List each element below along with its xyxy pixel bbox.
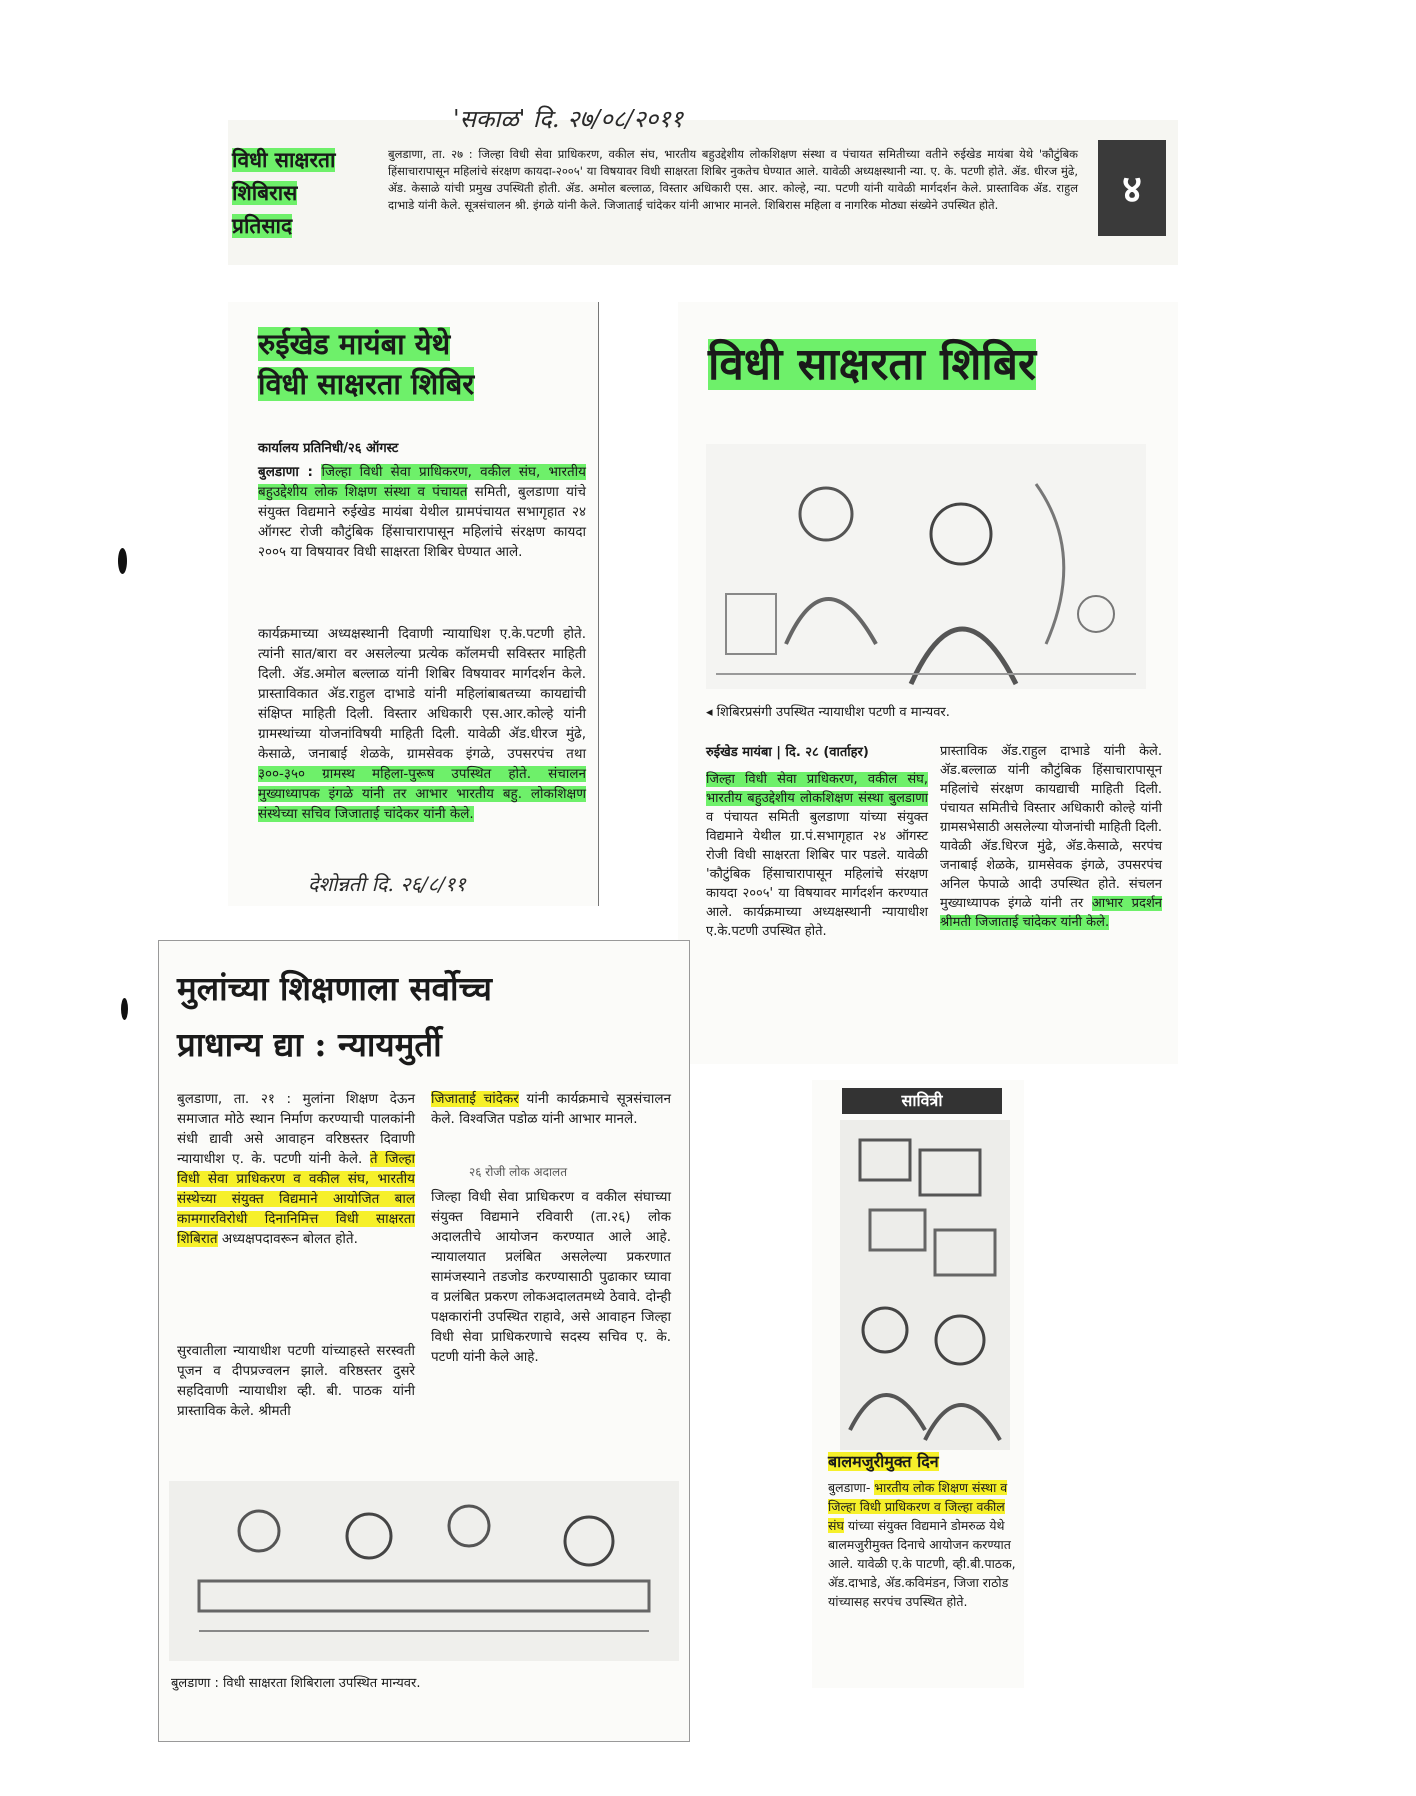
col1-highlight: जिल्हा विधी सेवा प्राधिकरण, वकील संघ, भारतीय बहुउद्देशीय लोकशिक्षण संस्था बुलडाणा bbox=[706, 772, 928, 806]
body-highlight-1: जिल्हा विधी सेवा प्राधिकरण, वकील संघ, भारतीय बहुउद्देशीय लोक शिक्षण संस्था व पंचायत bbox=[258, 464, 586, 500]
vidhi-dateline: रुईखेड मायंबा | दि. २८ (वार्ताहर) bbox=[706, 745, 869, 760]
education-subhead: २६ रोजी लोक अदालत bbox=[469, 1165, 568, 1179]
col1-text-b: अध्यक्षपदावरून बोलत होते. bbox=[217, 1231, 358, 1247]
side-headline-line-2: शिबिरास bbox=[232, 181, 298, 205]
col1-highlight: ते जिल्हा विधी सेवा प्राधिकरण व वकील संघ, भारतीय संस्थेच्या संयुक्त विद्यमाने आयोजित बाल कामगारविरोधी दिनानिमित्त विधी साक्षरता शिबिरात bbox=[177, 1151, 416, 1247]
balmajuri-body-highlight: भारतीय लोक शिक्षण संस्था व जिल्हा विधी प्राधिकरण व जिल्हा वकील संघ bbox=[828, 1480, 1008, 1533]
education-headline bbox=[177, 961, 492, 1073]
side-headline-line-1: विधी साक्षरता bbox=[232, 148, 336, 172]
education-body-col-2-para-2: जिल्हा विधी सेवा प्राधिकरण व वकील संघाच्या संयुक्त विद्यमाने रविवारी (ता.२६) लोक अदालतीचे आयोजन करण्यात आले आहे. न्यायालयात प्रलंबित असलेल्या प्रकरणात सामंजस्याने तडजोड करण्यासाठी पुढाकार घ्यावा व प्रलंबित प्रकरण लोकअदालतमध्ये ठेवावे. दोन्ही पक्षकारांनी उपस्थित राहावे, असे आवाहन जिल्हा विधी सेवा प्राधिकरणाचे सदस्य सचिव ए. के. पटणी यांनी केले आहे. bbox=[431, 1189, 671, 1365]
balmajuri-body-text: यांच्या संयुक्त विद्यमाने डोमरुळ येथे बालमजुरीमुक्त दिनाचे आयोजन करण्यात आले. यावेळी ए.के पाटणी, व्ही.बी.पाठक, ॲड.दाभाडे, ॲड.कविमंडन, जिजा राठोड यांच्यासह सरपंच उपस्थित होते. bbox=[828, 1518, 1016, 1609]
handwritten-footer: देशोन्नती दि. २६/८/११ bbox=[308, 872, 466, 896]
col2-highlight: आभार प्रदर्शन श्रीमती जिजाताई चांदेकर यांनी केले. bbox=[940, 896, 1162, 930]
dateline: कार्यालय प्रतिनिधी/२६ ऑगस्ट bbox=[258, 441, 399, 456]
education-event-photo bbox=[169, 1481, 679, 1661]
col1-text: व पंचायत समिती बुलडाणा यांच्या संयुक्त विद्यमाने येथील ग्रा.पं.सभागृहात २४ ऑगस्ट रोजी विधी साक्षरता शिबिर पार पडले. यावेळी 'कौटुंबिक हिंसाचारापासून महिलांचे संरक्षण कायदा २००५' या विषयावर मार्गदर्शन करण्यात आले. कार्यक्रमाच्या अध्यक्षस्थानी न्यायाधीश ए.के.पटणी उपस्थित होते. bbox=[706, 810, 928, 939]
education-photo-graphic bbox=[169, 1481, 679, 1661]
col2-text: प्रास्ताविक ॲड.राहुल दाभाडे यांनी केले. ॲड.बल्लाळ यांनी कौटुंबिक हिंसाचारापासून महिलांचे संरक्षण कायद्याची माहिती दिली. पंचायत समितीचे विस्तार अधिकारी कोल्हे यांनी ग्रामसभेसाठी असलेल्या योजनांची माहिती दिली. यावेळी ॲड.धिरज मुंढे, ॲड.केसाळे, सरपंच जनाबाई शेळके, ग्रामसेवक इंगळे, उपसरपंच अनिल फेपाळे आदी उपस्थित होते. संचलन मुख्याध्यापक इंगळे यांनी तर bbox=[940, 744, 1162, 911]
body-place: बुलडाणा : bbox=[258, 464, 322, 480]
clipping-deshonnati bbox=[228, 302, 599, 906]
education-headline-line-1: मुलांच्या शिक्षणाला सर्वोच्च bbox=[177, 969, 492, 1008]
sakal-article-body: बुलडाणा, ता. २७ : जिल्हा विधी सेवा प्राधिकरण, वकील संघ, भारतीय बहुउद्देशीय लोकशिक्षण संस्था व पंचायत समितीच्या वतीने रुईखेड मायंबा येथे 'कौटुंबिक हिंसाचारापासून महिलांचे संरक्षण कायदा-२००५' या विषयावर विधी साक्षरता शिबिर नुकतेच घेण्यात आले. यावेळी अध्यक्षस्थानी न्या. ए. के. पटणी होते. ॲड. धीरज मुंढे, ॲड. केसाळे यांची प्रमुख उपस्थिती होती. ॲड. अमोल बल्लाळ, विस्तार अधिकारी एस. आर. कोल्हे, न्या. पटणी यांनी यावेळी मार्गदर्शन केले. प्रास्ताविक ॲड. राहुल दाभाडे यांनी केले. सूत्रसंचालन श्री. इंगळे यांनी केले. जिजाताई चांदेकर यांनी आभार मानले. शिबिरास महिला व नागरिक मोठ्या संख्येने उपस्थित होते. bbox=[388, 147, 1078, 212]
balmajuri-body bbox=[828, 1478, 1018, 1611]
clipping-education bbox=[158, 940, 690, 1742]
balmajuri-photo-graphic bbox=[840, 1120, 1010, 1450]
deshonnati-body-para-1 bbox=[258, 462, 586, 562]
education-body-col-1-para-2: सुरवातीला न्यायाधीश पटणी यांच्याहस्ते सरस्वती पूजन व दीपप्रज्वलन झाले. वरिष्ठस्तर दुसरे सहदिवाणी न्यायाधीश व्ही. बी. पाठक यांनी प्रास्ताविक केले. श्रीमती bbox=[177, 1343, 415, 1419]
clipping-vidhi-shibir bbox=[678, 302, 1178, 1064]
clipping-balmajuri bbox=[812, 1080, 1024, 1688]
vidhi-body-col-2 bbox=[940, 742, 1162, 932]
balmajuri-headline bbox=[828, 1450, 939, 1472]
deshonnati-headline bbox=[258, 324, 474, 404]
vidhi-headline-text: विधी साक्षरता शिबिर bbox=[708, 339, 1036, 390]
col1-text-a: बुलडाणा, ता. २१ : मुलांना शिक्षण देऊन समाजात मोठे स्थान निर्माण करण्याची पालकांनी संधी द्यावी असे आवाहन वरिष्ठस्तर दिवाणी न्यायाधीश ए. के. पटणी यांनी केले. bbox=[177, 1091, 415, 1167]
event-photo-judges bbox=[706, 444, 1146, 689]
punch-mark-bottom bbox=[121, 998, 128, 1020]
vidhi-photo-caption bbox=[706, 704, 1146, 721]
caption-arrow-icon: ◂ bbox=[706, 705, 717, 720]
education-photo-caption: बुलडाणा : विधी साक्षरता शिबिराला उपस्थित मान्यवर. bbox=[171, 1676, 421, 1691]
handwritten-header: 'सकाळ' दि. २७/०८/२०११ bbox=[453, 105, 684, 133]
education-body-col-2 bbox=[431, 1089, 671, 1129]
side-headline bbox=[232, 144, 372, 243]
education-body-col-1 bbox=[177, 1089, 415, 1249]
punch-mark-top bbox=[118, 548, 127, 574]
balmajuri-masthead: सावित्री bbox=[842, 1088, 1002, 1114]
side-headline-line-3: प्रतिसाद bbox=[232, 214, 293, 238]
caption-text: शिबिरप्रसंगी उपस्थित न्यायाधीश पटणी व मान्यवर. bbox=[716, 705, 950, 720]
headline-line-1: रुईखेड मायंबा येथे bbox=[258, 327, 451, 361]
balmajuri-body-place: बुलडाणा- bbox=[828, 1480, 875, 1495]
vidhi-headline bbox=[708, 332, 1036, 392]
deshonnati-body-para-2 bbox=[258, 624, 586, 824]
col2-text-a: यांनी कार्यक्रमाचे सूत्रसंचालन केले. विश्वजित पडोळ यांनी आभार मानले. bbox=[431, 1091, 672, 1127]
body-text-2: कार्यक्रमाच्या अध्यक्षस्थानी दिवाणी न्यायाधिश ए.के.पटणी होते. त्यांनी सात/बारा वर असलेल्या प्रत्येक कॉलमची सविस्तर माहिती दिली. ॲड.अमोल बल्लाळ यांनी शिबिर विषयावर मार्गदर्शन केले. प्रास्ताविकात ॲड.राहुल दाभाडे यांनी महिलांबाबतच्या कायद्यांची संक्षिप्त माहिती दिली. विस्तार अधिकारी एस.आर.कोल्हे यांनी ग्रामस्थांच्या योजनांविषयी माहिती दिली. यावेळी ॲड.धीरज मुंढे, केसाळे, जनाबाई शेळके, ग्रामसेवक इंगळे, उपसरपंच तथा bbox=[258, 626, 586, 762]
balmajuri-photo bbox=[840, 1120, 1010, 1450]
vidhi-body-col-1 bbox=[706, 770, 928, 941]
event-photo-graphic bbox=[706, 444, 1146, 689]
balmajuri-headline-text: बालमजुरीमुक्त दिन bbox=[828, 1452, 939, 1471]
col2-highlight: जिजाताई चांदेकर bbox=[431, 1091, 519, 1107]
body-highlight-2: ३००-३५० ग्रामस्थ महिला-पुरूष उपस्थित होते. संचालन मुख्याध्यापक इंगळे यांनी तर आभार भारतीय बहु. लोकशिक्षण संस्थेच्या सचिव जिजाताई चांदेकर यांनी केले. bbox=[258, 766, 586, 822]
page-number: ४ bbox=[1122, 167, 1142, 211]
clipping-sakal bbox=[228, 105, 1178, 265]
education-headline-line-2: प्राधान्य द्या : न्यायमुर्ती bbox=[177, 1025, 442, 1064]
page-number-badge bbox=[1098, 140, 1166, 236]
headline-line-2: विधी साक्षरता शिबिर bbox=[258, 367, 475, 401]
body-text-1: समिती, बुलडाणा यांचे संयुक्त विद्यमाने रुईखेड मायंबा येथील ग्रामपंचायत सभागृहात २४ ऑगस्ट रोजी कौटुंबिक हिंसाचारापासून महिलांचे संरक्षण कायदा २००५ या विषयावर विधी साक्षरता शिबिर घेण्यात आले. bbox=[258, 484, 586, 560]
